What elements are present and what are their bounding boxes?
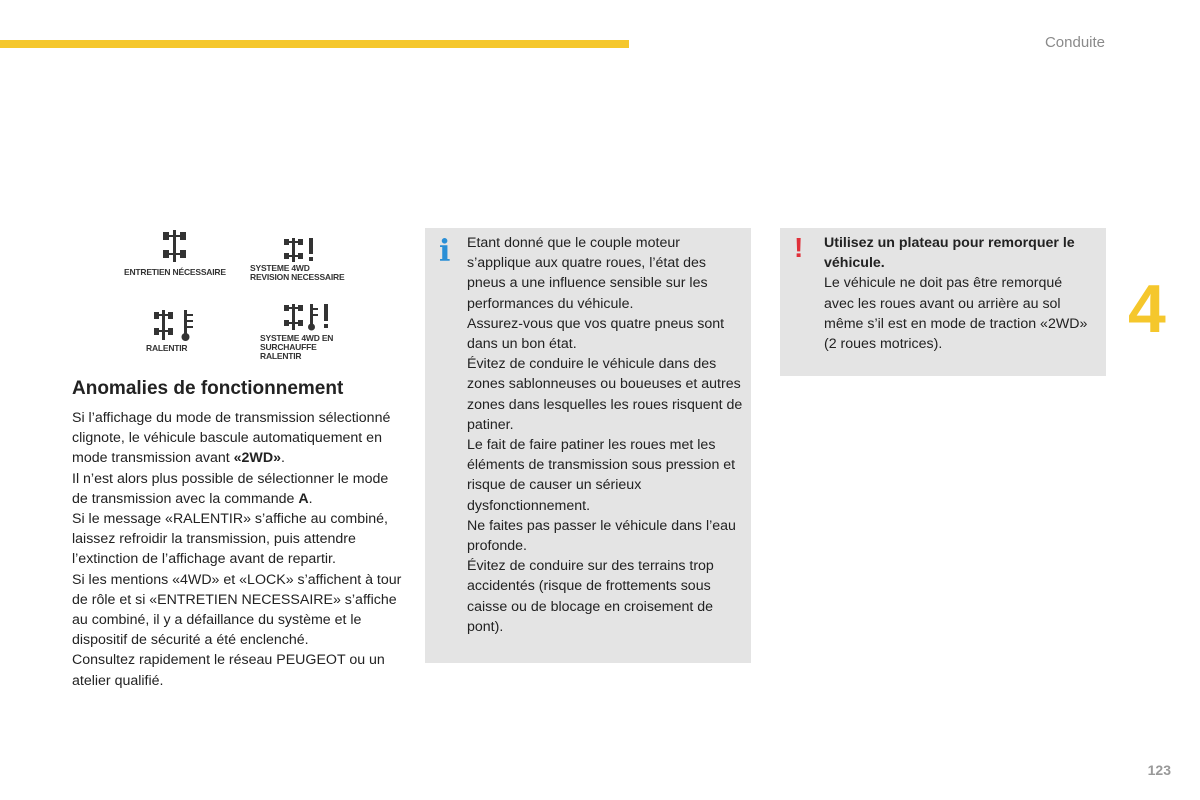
warning-text xyxy=(824,233,1096,354)
text-bold: A xyxy=(298,490,309,507)
icon-surchauffe xyxy=(260,302,370,361)
paragraph: Assurez-vous que vos quatre pneus sont dans un bon état. xyxy=(467,315,725,353)
info-box xyxy=(425,228,751,663)
paragraph: Évitez de conduire le véhicule dans des zones sablonneuses ou boueuses et autres zones dans lesquelles les roues risquent de patiner. xyxy=(467,356,743,433)
warning-icon: ! xyxy=(794,232,804,263)
icon-caption: ENTRETIEN NÉCESSAIRE xyxy=(124,267,226,277)
icon-revision xyxy=(250,236,360,282)
axle-warning-icon xyxy=(282,236,318,264)
text: Il n’est alors plus possible de sélectionner le mode de transmission avec la commande xyxy=(72,470,389,507)
warning-icons-panel xyxy=(118,228,358,368)
icon-ralentir xyxy=(146,308,256,353)
text: Si l’affichage du mode de transmission sélectionné clignote, le véhicule bascule automatiquement en mode transmission avant xyxy=(72,410,391,467)
icon-entretien xyxy=(124,228,234,277)
section-heading: Anomalies de fonctionnement xyxy=(72,378,344,399)
paragraph: Ne faites pas passer le véhicule dans l’eau profonde. xyxy=(467,517,736,555)
paragraph: Évitez de conduire sur des terrains trop accidentés (risque de frottements sous caisse ou de blocage en croisement de pont). xyxy=(467,558,714,635)
warning-box xyxy=(780,228,1106,376)
paragraph: Si le message «RALENTIR» s’affiche au combiné, laissez refroidir la transmission, puis attendre l’extinction de l’affichage avant de repartir. xyxy=(72,511,388,568)
warning-title: Utilisez un plateau pour remorquer le véhicule. xyxy=(824,235,1075,272)
icon-caption: SYSTEME 4WD REVISION NECESSAIRE xyxy=(250,263,345,282)
paragraph xyxy=(72,408,402,469)
paragraph: Consultez rapidement le réseau PEUGEOT ou un atelier qualifié. xyxy=(72,652,385,689)
text: . xyxy=(308,490,313,507)
paragraph xyxy=(72,469,402,509)
paragraph: Si les mentions «4WD» et «LOCK» s’affichent à tour de rôle et si «ENTRETIEN NECESSAIRE» s’affiche au combiné, il y a défaillance du système et le dispositif de sécurité a été enclenché. xyxy=(72,571,402,649)
axle-temperature-icon xyxy=(152,308,198,344)
chapter-number: 4 xyxy=(1128,271,1166,347)
paragraph: Le véhicule ne doit pas être remorqué avec les roues avant ou arrière au sol même s’il est en mode de traction «2WD» (2 roues motrices). xyxy=(824,275,1088,353)
paragraph: Le fait de faire patiner les roues met les éléments de transmission sous pression et risque de causer un sérieux dysfonctionnement. xyxy=(467,437,736,514)
main-text-column xyxy=(72,408,402,691)
text: . xyxy=(280,450,285,467)
info-text xyxy=(467,233,743,637)
page-number: 123 xyxy=(1147,762,1171,778)
icon-caption: SYSTEME 4WD EN SURCHAUFFE RALENTIR xyxy=(260,333,334,361)
paragraph: Etant donné que le couple moteur s’applique aux quatre roues, l’état des pneus a une influence sensible sur les performances du véhicule. xyxy=(467,235,708,312)
axle-temperature-warning-icon xyxy=(282,302,332,334)
text-bold: «2WD» xyxy=(233,450,281,467)
header-accent-bar xyxy=(0,40,629,48)
info-icon: i xyxy=(439,234,451,269)
section-title: Conduite xyxy=(1044,34,1105,51)
icon-caption: RALENTIR xyxy=(146,343,188,353)
axle-icon xyxy=(160,228,190,264)
